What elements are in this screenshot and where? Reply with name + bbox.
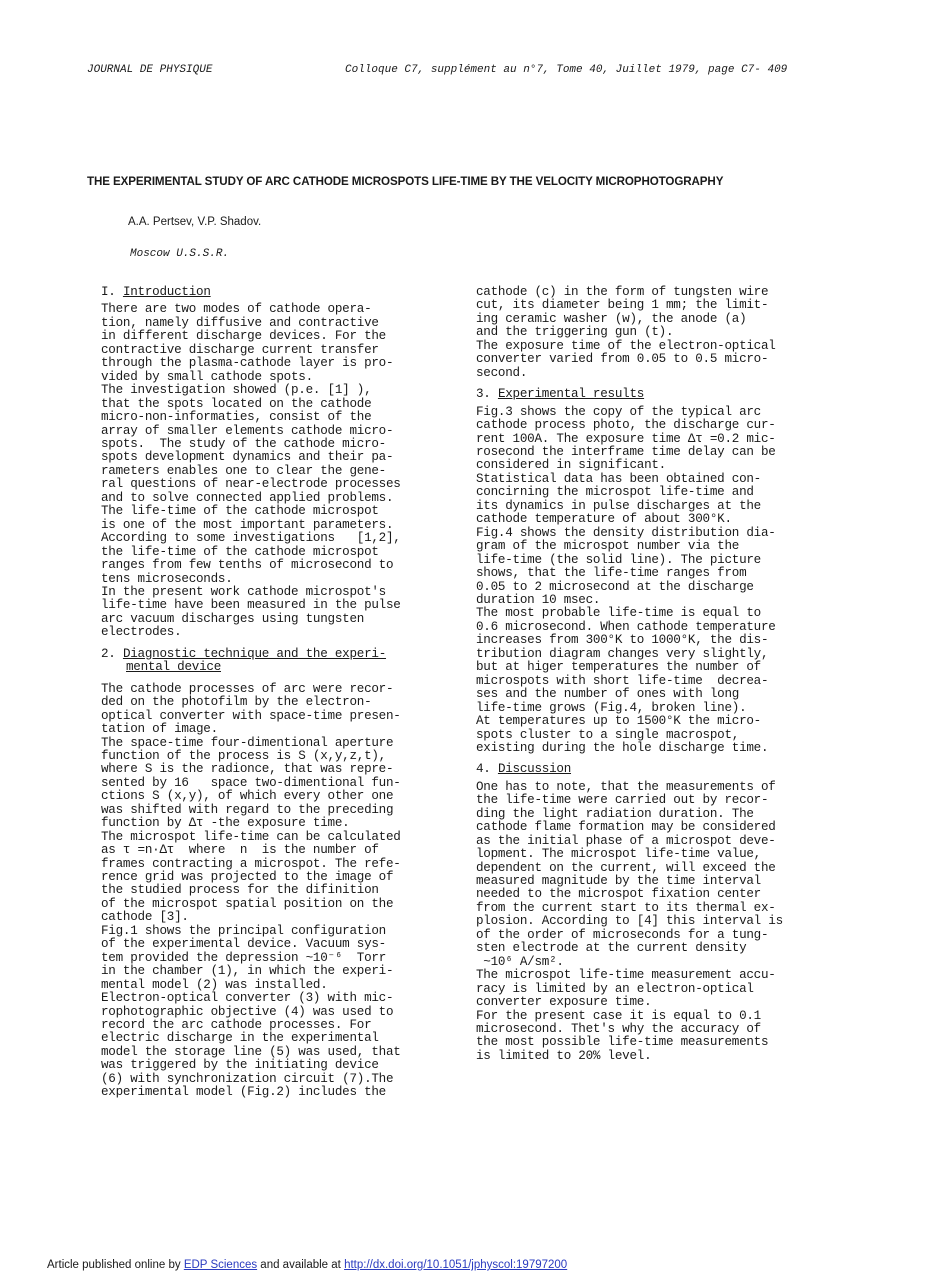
text-line: through the plasma-cathode layer is pro- (101, 356, 394, 371)
text-line: spots. The study of the cathode micro- (101, 436, 386, 451)
section-heading-diagnostic (101, 648, 451, 675)
text-line: tens microseconds. (101, 571, 233, 586)
section-number: I. (101, 285, 116, 299)
section-heading-results (476, 388, 832, 401)
text-line: ral questions of near-electrode processes (101, 477, 401, 492)
text-line: as the initial phase of a microspot deve- (476, 833, 776, 848)
text-line: tion, namely diffusive and contractive (101, 315, 379, 330)
text-line: ranges from few tenths of microsecond to (101, 558, 394, 573)
text-line: micro-non-informaties, consist of the (101, 410, 372, 425)
paper-title: THE EXPERIMENTAL STUDY OF ARC CATHODE MICROSPOTS LIFE-TIME BY THE VELOCITY MICROPHOTOGRAPHY (87, 175, 724, 188)
text-line: rosecond the interframe time delay can be (476, 444, 776, 459)
text-line: the life-time were carried out by recor- (476, 793, 769, 808)
text-line: experimental model (Fig.2) includes the (101, 1085, 386, 1100)
authors: A.A. Pertsev, V.P. Shadov. (128, 216, 262, 228)
section-number: 3. (476, 387, 491, 402)
text-line: frames contracting a microspot. The refe- (101, 856, 401, 871)
left-column (101, 286, 451, 1100)
section-title-line2: mental device (126, 660, 221, 675)
text-line: in the chamber (1), in which the experi- (101, 964, 394, 979)
text-line: contractive discharge current transfer (101, 342, 379, 357)
text-line: ded on the photofilm by the electron- (101, 695, 372, 710)
text-line: that the spots located on the cathode (101, 396, 372, 411)
text-line: cathode (c) in the form of tungsten wire (476, 285, 769, 299)
section-title: Introduction (122, 285, 211, 299)
text-line: The investigation showed (p.e. [1] ), (101, 383, 372, 398)
text-line: as τ =n·Δτ where n is the number of (101, 843, 379, 858)
text-line: dependent on the current, will exceed the (476, 860, 776, 875)
text-line: ses and the number of ones with long (476, 687, 740, 702)
text-line: converter exposure time. (476, 995, 652, 1010)
text-line: of the microspot spatial position on the (101, 896, 394, 911)
text-line: function by Δτ -the exposure time. (101, 816, 350, 831)
text-line: where S is the radionce, that was repre- (101, 762, 394, 777)
text-line: rophotographic objective (4) was used to (101, 1004, 394, 1019)
text-line: ing ceramic washer (w), the anode (a) (476, 311, 747, 326)
text-line: array of smaller elements cathode micro- (101, 423, 394, 438)
text-line: rent 100A. The exposure time Δτ =0.2 mic- (476, 431, 776, 446)
text-line: lopment. The microspot life-time value, (476, 847, 761, 862)
text-line: the most possible life-time measurements (476, 1035, 769, 1050)
text-line: is limited to 20% level. (476, 1048, 652, 1063)
text-line: duration 10 msec. (476, 592, 601, 607)
section-heading-introduction (101, 286, 451, 299)
text-line: life-time have been measured in the pulse (101, 598, 401, 613)
text-line: life-time (the solid line). The picture (476, 552, 761, 567)
affiliation: Moscow U.S.S.R. (130, 248, 230, 260)
text-line: of the order of microseconds for a tung- (476, 927, 769, 942)
text-line: The microspot life-time measurement accu- (476, 968, 776, 983)
diagnostic-continued-text (476, 286, 832, 380)
text-line: The space-time four-dimentional aperture (101, 735, 394, 750)
text-line: measured magnitude by the time interval (476, 874, 761, 889)
text-line: converter varied from 0.05 to 0.5 micro- (476, 352, 769, 367)
text-line: concirning the microspot life-time and (476, 485, 754, 500)
discussion-text (476, 781, 832, 1064)
text-line: The life-time of the cathode microspot (101, 504, 379, 519)
text-line: One has to note, that the measurements of (476, 779, 776, 794)
text-line: but at higer temperatures the number of (476, 660, 761, 675)
text-line: rameters enables one to clear the gene- (101, 463, 386, 478)
footer (47, 1259, 567, 1271)
text-line: tem provided the depression ~10⁻⁶ Torr (101, 950, 387, 965)
text-line: mental model (2) was installed. (101, 977, 328, 992)
text-line: vided by small cathode spots. (101, 369, 313, 384)
colloque-reference: Colloque C7, supplément au n°7, Tome 40, Juillet 1979, page C7- 409 (345, 64, 788, 76)
text-line: spots cluster to a single macrospot, (476, 727, 740, 742)
text-line: 0.05 to 2 microsecond at the discharge (476, 579, 754, 594)
text-line: was triggered by the initiating device (101, 1058, 379, 1073)
text-line: cathode temperature of about 300°K. (476, 512, 732, 527)
text-line: In the present work cathode microspot's (101, 584, 386, 599)
text-line: ~10⁶ A/sm². (476, 954, 564, 969)
text-line: (6) with synchronization circuit (7).The (101, 1071, 394, 1086)
right-column (476, 286, 832, 1063)
text-line: the life-time of the cathode microspot (101, 544, 379, 559)
diagnostic-text (101, 683, 451, 1100)
text-line: Electron-optical converter (3) with mic- (101, 991, 394, 1006)
text-line: increases from 300°K to 1000°K, the dis- (476, 633, 769, 648)
text-line: The exposure time of the electron-optical (476, 338, 776, 353)
text-line: electrodes. (101, 625, 182, 640)
text-line: The microspot life-time can be calculated (101, 829, 401, 844)
text-line: Fig.3 shows the copy of the typical arc (476, 404, 761, 419)
text-line: ctions S (x,y), of which every other one (101, 789, 394, 804)
section-title: Discussion (497, 762, 572, 777)
footer-middle: and available at (257, 1259, 345, 1271)
text-line: tation of image. (101, 722, 218, 737)
text-line: life-time grows (Fig.4, broken line). (476, 700, 747, 715)
text-line: record the arc cathode processes. For (101, 1018, 372, 1033)
section-number: 2. (101, 646, 116, 661)
text-line: Fig.1 shows the principal configuration (101, 923, 386, 938)
section-title-line1: Diagnostic technique and the experi- (122, 646, 387, 661)
text-line: and the triggering gun (t). (476, 325, 674, 340)
text-line: needed to the microspot fixation center (476, 887, 761, 902)
text-line: in different discharge devices. For the (101, 329, 386, 344)
text-line: second. (476, 365, 528, 380)
text-line: electric discharge in the experimental (101, 1031, 379, 1046)
text-line: sten electrode at the current density (476, 941, 747, 956)
text-line: ding the light radiation duration. The (476, 806, 754, 821)
text-line: At temperatures up to 1500°K the micro- (476, 714, 761, 729)
text-line: plosion. According to [4] this interval is (476, 914, 783, 929)
publisher-link[interactable]: EDP Sciences (183, 1259, 258, 1271)
text-line: gram of the microspot number via the (476, 539, 740, 554)
section-number: 4. (476, 762, 491, 777)
text-line: function of the process is S (x,y,z,t), (101, 748, 386, 763)
text-line: model the storage line (5) was used, that (101, 1044, 401, 1059)
text-line: optical converter with space-time presen- (101, 708, 401, 723)
text-line: considered in significant. (476, 458, 666, 473)
text-line: from the current start to its thermal ex- (476, 900, 776, 915)
text-line: According to some investigations [1,2], (101, 531, 401, 546)
text-line: cathode [3]. (101, 910, 189, 925)
footer-prefix: Article published online by (47, 1259, 184, 1271)
text-line: rence grid was projected to the image of (101, 870, 394, 885)
results-text (476, 406, 832, 756)
text-line: racy is limited by an electron-optical (476, 981, 754, 996)
text-line: For the present case it is equal to 0.1 (476, 1008, 761, 1023)
text-line: its dynamics in pulse discharges at the (476, 498, 761, 513)
text-line: cathode flame formation may be considered (476, 820, 776, 835)
text-line: spots development dynamics and their pa- (101, 450, 394, 465)
text-line: The most probable life-time is equal to (476, 606, 761, 621)
text-line: Fig.4 shows the density distribution dia- (476, 525, 776, 540)
text-line: 0.6 microsecond. When cathode temperature (476, 619, 776, 634)
text-line: the studied process for the difinition (101, 883, 379, 898)
text-line: The cathode processes of arc were recor- (101, 681, 394, 696)
text-line: of the experimental device. Vacuum sys- (101, 937, 386, 952)
section-heading-discussion (476, 763, 832, 776)
text-line: was shifted with regard to the preceding (101, 802, 394, 817)
text-line: microsecond. Thet's why the accuracy of (476, 1022, 761, 1037)
text-line: sented by 16 space two-dimentional fun- (101, 775, 401, 790)
section-title: Experimental results (497, 387, 645, 402)
text-line: is one of the most important parameters. (101, 517, 394, 532)
text-line: microspots with short life-time decrea- (476, 673, 769, 688)
text-line: existing during the hole discharge time. (476, 740, 769, 755)
text-line: arc vacuum discharges using tungsten (101, 611, 365, 626)
journal-name: JOURNAL DE PHYSIQUE (87, 64, 213, 76)
text-line: cathode process photo, the discharge cur- (476, 418, 776, 433)
text-line: tribution diagram changes very slightly, (476, 646, 769, 661)
text-line: There are two modes of cathode opera- (101, 302, 372, 317)
text-line: and to solve connected applied problems. (101, 490, 394, 505)
intro-text (101, 303, 451, 639)
text-line: shows, that the life-time ranges from (476, 566, 747, 581)
text-line: Statistical data has been obtained con- (476, 471, 761, 486)
text-line: cut, its diameter being 1 mm; the limit- (476, 298, 769, 313)
doi-link[interactable]: http://dx.doi.org/10.1051/jphyscol:19797200 (344, 1259, 568, 1271)
